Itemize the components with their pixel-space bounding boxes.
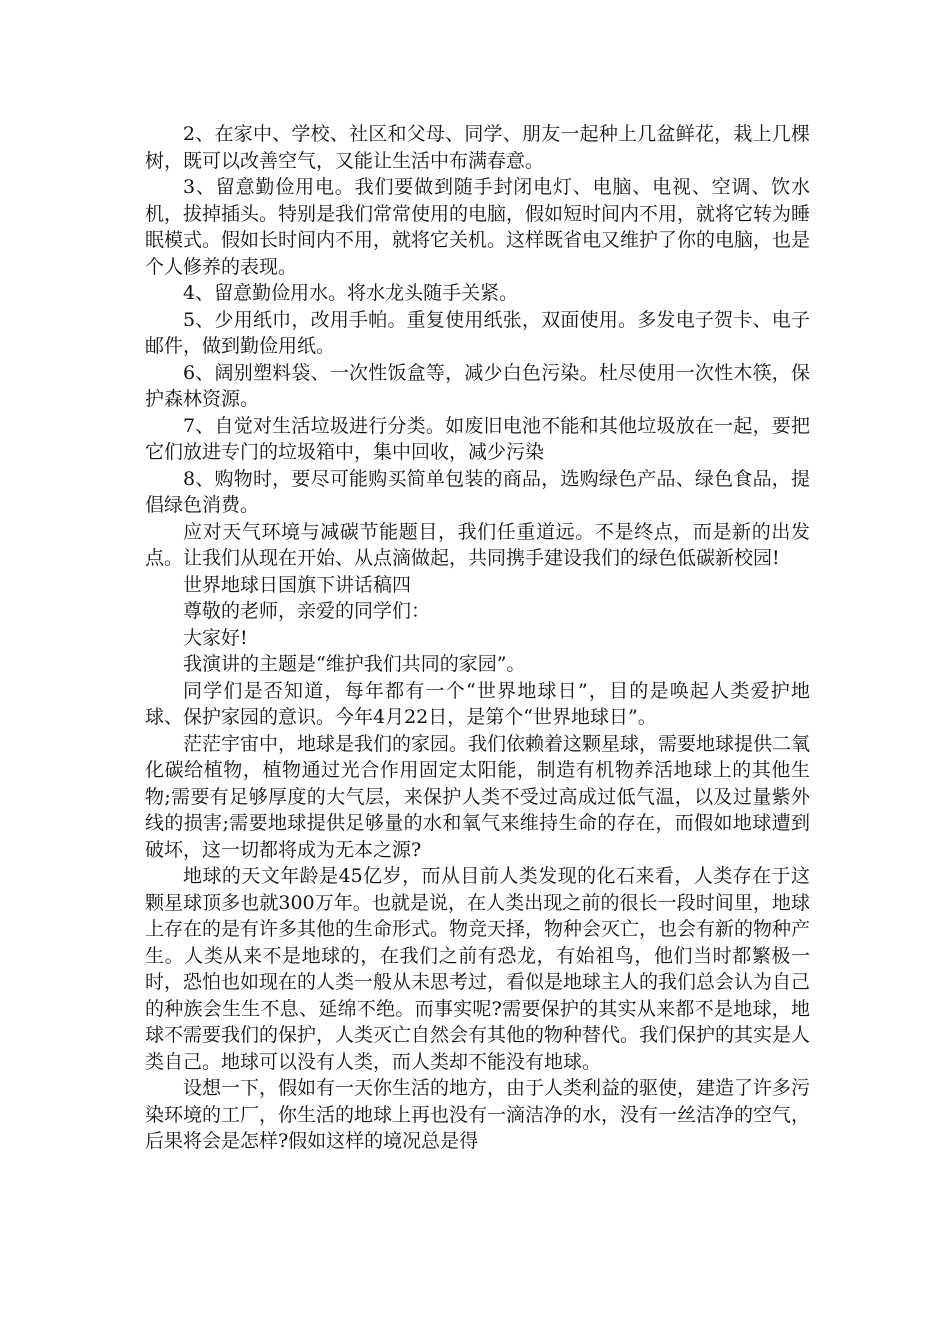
paragraph-earth-day: 同学们是否知道，每年都有一个“世界地球日”，目的是唤起人类爱护地球、保护家园的意识。今年4月22日，是第个“世界地球日”。 bbox=[145, 679, 810, 728]
paragraph-tip-2: 2、在家中、学校、社区和父母、同学、朋友一起种上几盆鲜花，栽上几棵树，既可以改善空气，又能让生活中布满春意。 bbox=[145, 123, 810, 172]
document-body bbox=[145, 121, 810, 1155]
paragraph-tip-8: 8、购物时，要尽可能购买简单包装的商品，选购绿色产品、绿色食品，提倡绿色消费。 bbox=[145, 467, 810, 516]
paragraph-tip-3: 3、留意勤俭用电。我们要做到随手封闭电灯、电脑、电视、空调、饮水机，拔掉插头。特别是我们常常使用的电脑，假如短时间内不用，就将它转为睡眠模式。假如长时间内不用，就将它关机。这样既省电又维护了你的电脑，也是个人修养的表现。 bbox=[145, 176, 811, 278]
paragraph-tip-7: 7、自觉对生活垃圾进行分类。如废旧电池不能和其他垃圾放在一起，要把它们放进专门的垃圾箱中，集中回收，减少污染 bbox=[145, 414, 810, 463]
paragraph-imagine: 设想一下，假如有一天你生活的地方，由于人类利益的驱使，建造了许多污染环境的工厂，你生活的地球上再也没有一滴洁净的水，没有一丝洁净的空气，后果将会是怎样?假如这样的境况总是得 bbox=[145, 1077, 811, 1152]
paragraph-theme: 我演讲的主题是“维护我们共同的家园”。 bbox=[183, 653, 526, 675]
greeting: 大家好! bbox=[183, 626, 248, 649]
section-heading: 世界地球日国旗下讲话稿四 bbox=[183, 573, 412, 596]
paragraph-home-planet: 茫茫宇宙中，地球是我们的家园。我们依赖着这颗星球，需要地球提供二氧化碳给植物，植物通过光合作用固定太阳能，制造有机物养活地球上的其他生物;需要有足够厚度的大气层，来保护人类不受过高成过低气温，以及过量紫外线的损害;需要地球提供足够量的水和氧气来维持生命的存在，而假如地球遭到破坏，这一切都将成为无本之源? bbox=[145, 732, 811, 861]
salutation: 尊敬的老师，亲爱的同学们： bbox=[183, 600, 431, 622]
paragraph-conclusion: 应对天气环境与减碳节能题目，我们任重道远。不是终点，而是新的出发点。让我们从现在开始、从点滴做起，共同携手建设我们的绿色低碳新校园! bbox=[145, 520, 810, 569]
paragraph-tip-5: 5、少用纸巾，改用手帕。重复使用纸张，双面使用。多发电子贺卡、电子邮件，做到勤俭用纸。 bbox=[145, 308, 810, 357]
paragraph-tip-6: 6、阔别塑料袋、一次性饭盒等，减少白色污染。杜尽使用一次性木筷，保护森林资源。 bbox=[145, 361, 810, 410]
paragraph-tip-4: 4、留意勤俭用水。将水龙头随手关紧。 bbox=[183, 282, 519, 304]
paragraph-earth-age: 地球的天文年龄是45亿岁，而从目前人类发现的化石来看，人类存在于这颗星球顶多也就300万年。也就是说，在人类出现之前的很长一段时间里，地球上存在的是有许多其他的生命形式。物竞天择，物种会灭亡，也会有新的物种产生。人类从来不是地球的，在我们之前有恐龙，有始祖鸟，他们当时都繁极一时，恐怕也如现在的人类一般从未思考过，看似是地球主人的我们总会认为自己的种族会生生不息、延绵不绝。而事实呢?需要保护的其实从来都不是地球，地球不需要我们的保护，人类灭亡自然会有其他的物种替代。我们保护的其实是人类自己。地球可以没有人类，而人类却不能没有地球。 bbox=[145, 865, 811, 1073]
